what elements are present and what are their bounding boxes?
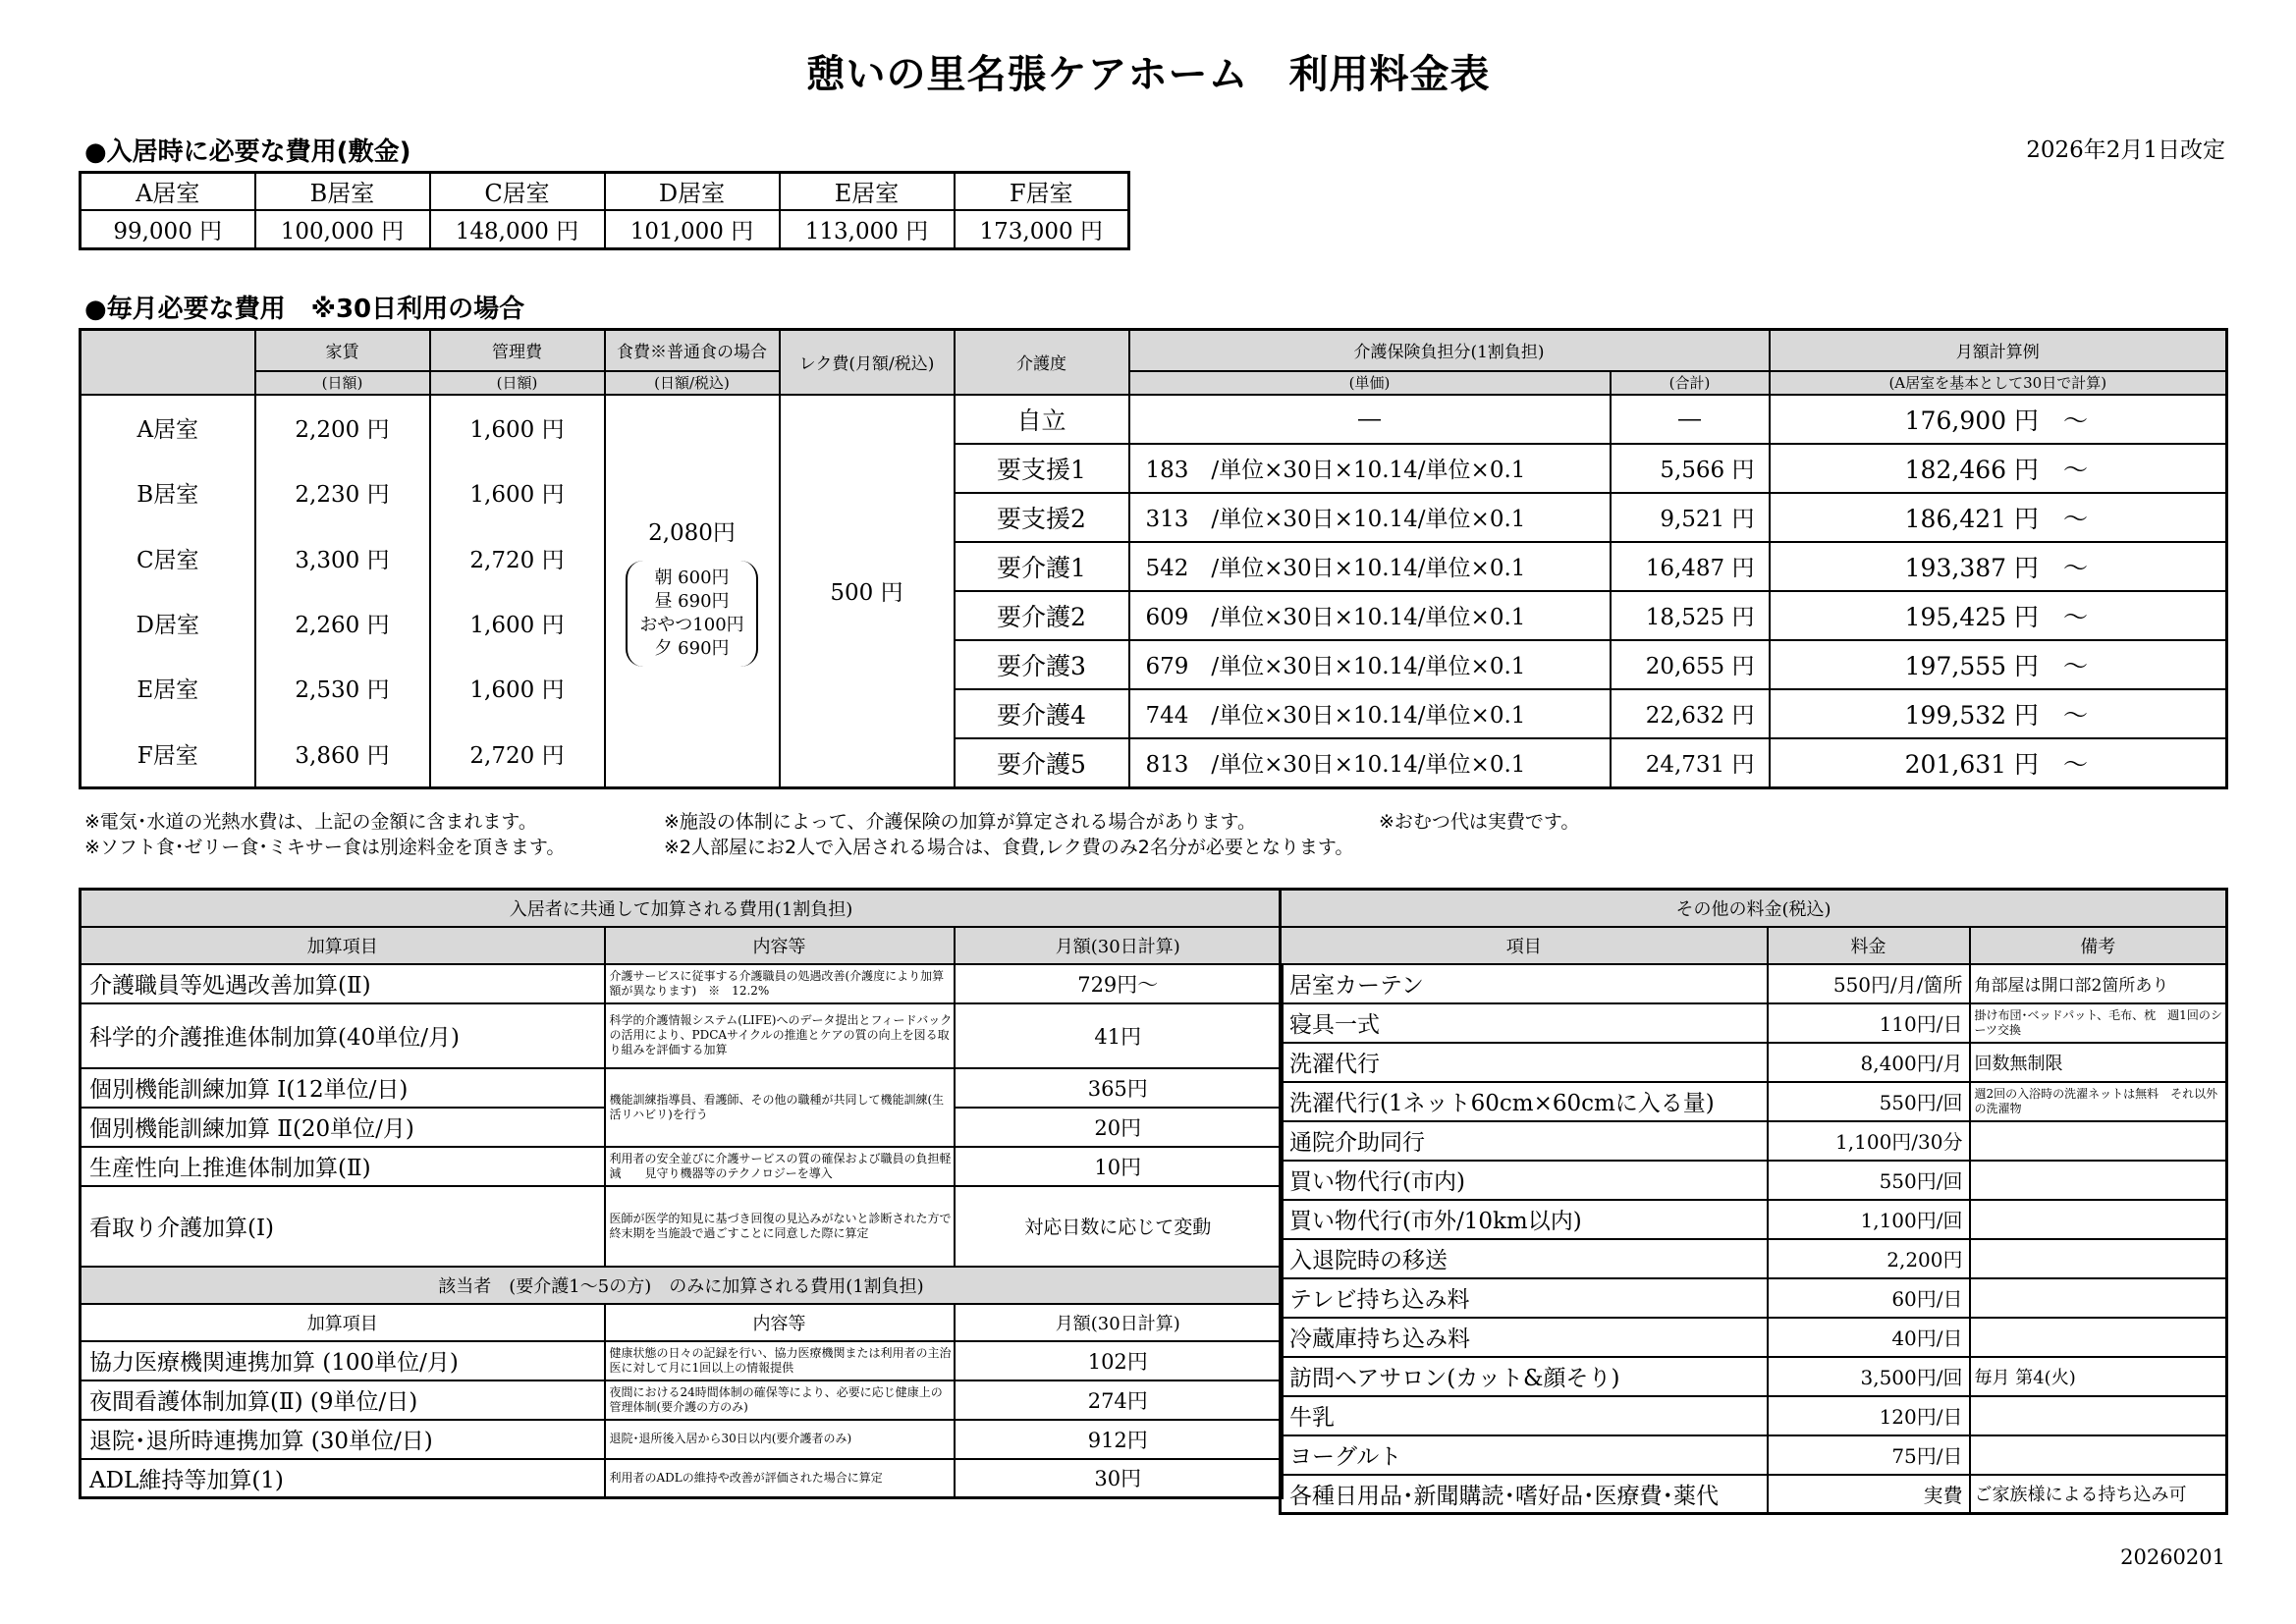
care-total: ― xyxy=(1611,395,1770,444)
deposit-amount: 99,000 円 xyxy=(81,210,255,249)
addition-item: 協力医療機関連携加算 (100単位/月) xyxy=(81,1341,605,1380)
header-monthly-example-sub: (A居室を基本として30日で計算) xyxy=(1770,371,2227,395)
care-unit: 542 /単位×30日×10.14/単位×0.1 xyxy=(1129,542,1611,591)
addition-monthly: 274円 xyxy=(955,1380,1283,1420)
room-name: B居室 xyxy=(137,482,199,509)
addition-content: 夜間における24時間体制の確保等により、必要に応じ健康上の管理体制(要介護の方のみ) xyxy=(605,1380,955,1420)
addition-item: 科学的介護推進体制加算(40単位/月) xyxy=(81,1003,605,1068)
care-level: 要介護3 xyxy=(955,640,1129,689)
fee-item: ヨーグルト xyxy=(1281,1435,1768,1475)
room-mgmt: 1,600 円 xyxy=(469,417,565,444)
header-rec: レク費(月額/税込) xyxy=(780,330,955,395)
fee-amount: 60円/日 xyxy=(1768,1278,1970,1318)
care-total: 18,525 円 xyxy=(1611,591,1770,640)
fee-note xyxy=(1970,1200,2227,1239)
room-name: E居室 xyxy=(137,677,199,704)
care-level: 要介護4 xyxy=(955,689,1129,738)
addition-item: 看取り介護加算(Ⅰ) xyxy=(81,1186,605,1267)
care-monthly: 199,532 円 ～ xyxy=(1770,689,2227,738)
fee-note xyxy=(1970,1435,2227,1475)
care-total: 22,632 円 xyxy=(1611,689,1770,738)
fee-amount: 8,400円/月 xyxy=(1768,1043,1970,1082)
header-insurance: 介護保険負担分(1割負担) xyxy=(1129,330,1770,371)
fee-item: 買い物代行(市外/10km以内) xyxy=(1281,1200,1768,1239)
fee-amount: 2,200円 xyxy=(1768,1239,1970,1278)
fee-amount: 120円/日 xyxy=(1768,1396,1970,1435)
care-level: 要介護2 xyxy=(955,591,1129,640)
deposit-room: B居室 xyxy=(255,173,430,210)
care-monthly: 201,631 円 ～ xyxy=(1770,738,2227,787)
addition-content: 科学的介護情報システム(LIFE)へのデータ提出とフィードバックの活用により、PDCAサイクルの推進とケアの質の向上を図る取り組みを評価する加算 xyxy=(605,1003,955,1068)
room-mgmt: 2,720 円 xyxy=(469,547,565,573)
col-content: 内容等 xyxy=(605,927,955,964)
header-monthly-example: 月額計算例 xyxy=(1770,330,2227,371)
food-breakdown-item: 昼 690円 xyxy=(654,591,730,612)
addition-content: 機能訓練指導員、看護師、その他の職種が共同して機能訓練(生活リハビリ)を行う xyxy=(605,1068,955,1147)
room-rent: 3,300 円 xyxy=(295,547,390,573)
addition-item: 生産性向上推進体制加算(Ⅱ) xyxy=(81,1147,605,1186)
fee-amount: 550円/回 xyxy=(1768,1082,1970,1121)
note: ※電気･水道の光熱水費は、上記の金額に含まれます。 xyxy=(84,811,537,833)
care-total: 20,655 円 xyxy=(1611,640,1770,689)
care-unit: ― xyxy=(1129,395,1611,444)
col-monthly: 月額(30日計算) xyxy=(955,927,1283,964)
fee-note xyxy=(1970,1396,2227,1435)
care-total: 24,731 円 xyxy=(1611,738,1770,787)
fee-note xyxy=(1970,1161,2227,1200)
care-unit: 313 /単位×30日×10.14/単位×0.1 xyxy=(1129,493,1611,542)
addition-content: 健康状態の日々の記録を行い、協力医療機関または利用者の主治医に対して月に1回以上の情報提供 xyxy=(605,1341,955,1380)
col-monthly: 月額(30日計算) xyxy=(955,1304,1283,1341)
fee-item: テレビ持ち込み料 xyxy=(1281,1278,1768,1318)
food-breakdown-item: おやつ100円 xyxy=(639,615,744,635)
header-food-sub: (日額/税込) xyxy=(605,371,780,395)
header-rent: 家賃 xyxy=(255,330,430,371)
care-total: 16,487 円 xyxy=(1611,542,1770,591)
addition-monthly: 20円 xyxy=(955,1108,1283,1147)
col-content: 内容等 xyxy=(605,1304,955,1341)
addition-item: ADL維持等加算(1) xyxy=(81,1459,605,1498)
room-mgmt: 1,600 円 xyxy=(469,677,565,704)
fee-item: 牛乳 xyxy=(1281,1396,1768,1435)
addition-monthly: 102円 xyxy=(955,1341,1283,1380)
room-name: F居室 xyxy=(137,742,198,769)
room-mgmt: 2,720 円 xyxy=(469,742,565,769)
note: ※施設の体制によって、介護保険の加算が算定される場合があります。 xyxy=(664,811,1257,833)
revision-date: 2026年2月1日改定 xyxy=(2026,137,2225,163)
deposit-amount: 101,000 円 xyxy=(605,210,780,249)
care-monthly: 193,387 円 ～ xyxy=(1770,542,2227,591)
deposit-table xyxy=(79,171,1130,250)
room-rent: 2,200 円 xyxy=(295,417,390,444)
care-level: 要支援2 xyxy=(955,493,1129,542)
header-unit-price: (単価) xyxy=(1129,371,1611,395)
addition-monthly: 912円 xyxy=(955,1420,1283,1459)
addition-monthly: 10円 xyxy=(955,1147,1283,1186)
room-rent: 2,260 円 xyxy=(295,613,390,639)
deposit-room: D居室 xyxy=(605,173,780,210)
care-level: 要介護5 xyxy=(955,738,1129,787)
monthly-table xyxy=(79,328,2228,789)
fee-amount: 40円/日 xyxy=(1768,1318,1970,1357)
rec-fee: 500 円 xyxy=(780,395,955,788)
fee-item: 寝具一式 xyxy=(1281,1003,1768,1043)
care-unit: 679 /単位×30日×10.14/単位×0.1 xyxy=(1129,640,1611,689)
addition-content: 退院･退所後入居から30日以内(要介護者のみ) xyxy=(605,1420,955,1459)
additions-table xyxy=(79,888,1284,1499)
care-level: 自立 xyxy=(955,395,1129,444)
deposit-room: F居室 xyxy=(955,173,1129,210)
col-item: 加算項目 xyxy=(81,1304,605,1341)
note: ※2人部屋にお2人で入居される場合は、食費,レク費のみ2名分が必要となります。 xyxy=(664,837,1354,858)
deposit-amount: 173,000 円 xyxy=(955,210,1129,249)
addition-monthly: 729円～ xyxy=(955,964,1283,1003)
room-name: D居室 xyxy=(136,613,199,639)
col-fee: 料金 xyxy=(1768,927,1970,964)
care-unit: 183 /単位×30日×10.14/単位×0.1 xyxy=(1129,444,1611,493)
fee-note: 回数無制限 xyxy=(1970,1043,2227,1082)
care-monthly: 186,421 円 ～ xyxy=(1770,493,2227,542)
fee-item: 冷蔵庫持ち込み料 xyxy=(1281,1318,1768,1357)
addition-item: 退院･退所時連携加算 (30単位/日) xyxy=(81,1420,605,1459)
room-column xyxy=(81,395,255,788)
addition-item: 夜間看護体制加算(Ⅱ) (9単位/日) xyxy=(81,1380,605,1420)
rent-column xyxy=(255,395,430,788)
addition-content: 介護サービスに従事する介護職員の処遇改善(介護度により加算額が異なります) ※ 12.2% xyxy=(605,964,955,1003)
fee-note: 角部屋は開口部2箇所あり xyxy=(1970,964,2227,1003)
addition-item: 個別機能訓練加算 Ⅰ(12単位/日) xyxy=(81,1068,605,1108)
col-item: 項目 xyxy=(1281,927,1768,964)
fee-item: 洗濯代行 xyxy=(1281,1043,1768,1082)
footer-code: 20260201 xyxy=(2120,1545,2225,1569)
care-heading: 該当者 (要介護1～5の方) のみに加算される費用(1割負担) xyxy=(81,1267,1283,1304)
care-monthly: 182,466 円 ～ xyxy=(1770,444,2227,493)
food-column xyxy=(605,395,780,788)
addition-content: 医師が医学的知見に基づき回復の見込みがないと診断された方で終末期を当施設で過ごすことに同意した際に算定 xyxy=(605,1186,955,1267)
addition-content: 利用者のADLの維持や改善が評価された場合に算定 xyxy=(605,1459,955,1498)
room-rent: 2,230 円 xyxy=(295,482,390,509)
addition-monthly: 41円 xyxy=(955,1003,1283,1068)
monthly-heading: ●毎月必要な費用 ※30日利用の場合 xyxy=(84,295,525,324)
fee-amount: 1,100円/30分 xyxy=(1768,1121,1970,1161)
food-breakdown xyxy=(626,561,757,667)
header-rent-sub: (日額) xyxy=(255,371,430,395)
care-total: 5,566 円 xyxy=(1611,444,1770,493)
addition-item: 介護職員等処遇改善加算(Ⅱ) xyxy=(81,964,605,1003)
note: ※ソフト食･ゼリー食･ミキサー食は別途料金を頂きます。 xyxy=(84,837,566,858)
col-item: 加算項目 xyxy=(81,927,605,964)
header-mgmt: 管理費 xyxy=(430,330,605,371)
mgmt-column xyxy=(430,395,605,788)
care-unit: 609 /単位×30日×10.14/単位×0.1 xyxy=(1129,591,1611,640)
care-level: 要支援1 xyxy=(955,444,1129,493)
fee-amount: 550円/回 xyxy=(1768,1161,1970,1200)
addition-monthly: 対応日数に応じて変動 xyxy=(955,1186,1283,1267)
header-food: 食費※普通食の場合 xyxy=(605,330,780,371)
food-breakdown-item: 夕 690円 xyxy=(654,638,730,659)
header-blank xyxy=(81,330,255,395)
common-heading: 入居者に共通して加算される費用(1割負担) xyxy=(81,890,1283,927)
addition-content: 利用者の安全並びに介護サービスの質の確保および職員の負担軽減 見守り機器等のテクノロジーを導入 xyxy=(605,1147,955,1186)
addition-monthly: 365円 xyxy=(955,1068,1283,1108)
fee-note xyxy=(1970,1318,2227,1357)
fee-note: 週2回の入浴時の洗濯ネットは無料 それ以外の洗濯物 xyxy=(1970,1082,2227,1121)
fee-item: 各種日用品･新聞購読･嗜好品･医療費･薬代 xyxy=(1281,1475,1768,1514)
care-level: 要介護1 xyxy=(955,542,1129,591)
fee-item: 通院介助同行 xyxy=(1281,1121,1768,1161)
care-total: 9,521 円 xyxy=(1611,493,1770,542)
room-mgmt: 1,600 円 xyxy=(469,613,565,639)
fee-item: 居室カーテン xyxy=(1281,964,1768,1003)
fee-amount: 550円/月/箇所 xyxy=(1768,964,1970,1003)
deposit-amount: 113,000 円 xyxy=(780,210,955,249)
fee-item: 入退院時の移送 xyxy=(1281,1239,1768,1278)
col-note: 備考 xyxy=(1970,927,2227,964)
food-total: 2,080円 xyxy=(648,520,736,546)
fee-amount: 1,100円/回 xyxy=(1768,1200,1970,1239)
note: ※おむつ代は実費です。 xyxy=(1379,811,1580,833)
fee-item: 買い物代行(市内) xyxy=(1281,1161,1768,1200)
fee-note xyxy=(1970,1278,2227,1318)
room-rent: 2,530 円 xyxy=(295,677,390,704)
food-breakdown-item: 朝 600円 xyxy=(654,568,730,588)
deposit-amount: 100,000 円 xyxy=(255,210,430,249)
room-mgmt: 1,600 円 xyxy=(469,482,565,509)
fee-note: 掛け布団･ベッドパット、毛布、枕 週1回のシーツ交換 xyxy=(1970,1003,2227,1043)
deposit-room: C居室 xyxy=(430,173,605,210)
fee-note xyxy=(1970,1121,2227,1161)
fee-amount: 3,500円/回 xyxy=(1768,1357,1970,1396)
fee-note xyxy=(1970,1239,2227,1278)
room-name: A居室 xyxy=(137,417,199,444)
care-monthly: 195,425 円 ～ xyxy=(1770,591,2227,640)
deposit-heading: ●入居時に必要な費用(敷金) xyxy=(84,137,411,167)
header-mgmt-sub: (日額) xyxy=(430,371,605,395)
deposit-room: A居室 xyxy=(81,173,255,210)
fee-item: 洗濯代行(1ネット60cm×60cmに入る量) xyxy=(1281,1082,1768,1121)
fee-note: 毎月 第4(火) xyxy=(1970,1357,2227,1396)
fee-item: 訪問ヘアサロン(カット&顔そり) xyxy=(1281,1357,1768,1396)
fee-amount: 110円/日 xyxy=(1768,1003,1970,1043)
addition-monthly: 30円 xyxy=(955,1459,1283,1498)
header-care-level: 介護度 xyxy=(955,330,1129,395)
care-unit: 744 /単位×30日×10.14/単位×0.1 xyxy=(1129,689,1611,738)
room-rent: 3,860 円 xyxy=(295,742,390,769)
fee-amount: 75円/日 xyxy=(1768,1435,1970,1475)
deposit-room: E居室 xyxy=(780,173,955,210)
header-total: (合計) xyxy=(1611,371,1770,395)
care-monthly: 176,900 円 ～ xyxy=(1770,395,2227,444)
other-fees-heading: その他の料金(税込) xyxy=(1281,890,2227,927)
deposit-amount: 148,000 円 xyxy=(430,210,605,249)
room-name: C居室 xyxy=(136,547,199,573)
addition-item: 個別機能訓練加算 Ⅱ(20単位/月) xyxy=(81,1108,605,1147)
care-unit: 813 /単位×30日×10.14/単位×0.1 xyxy=(1129,738,1611,787)
care-monthly: 197,555 円 ～ xyxy=(1770,640,2227,689)
fee-amount: 実費 xyxy=(1768,1475,1970,1514)
page-title: 憩いの里名張ケアホーム 利用料金表 xyxy=(805,51,1491,97)
fee-note: ご家族様による持ち込み可 xyxy=(1970,1475,2227,1514)
other-fees-table xyxy=(1279,888,2228,1515)
